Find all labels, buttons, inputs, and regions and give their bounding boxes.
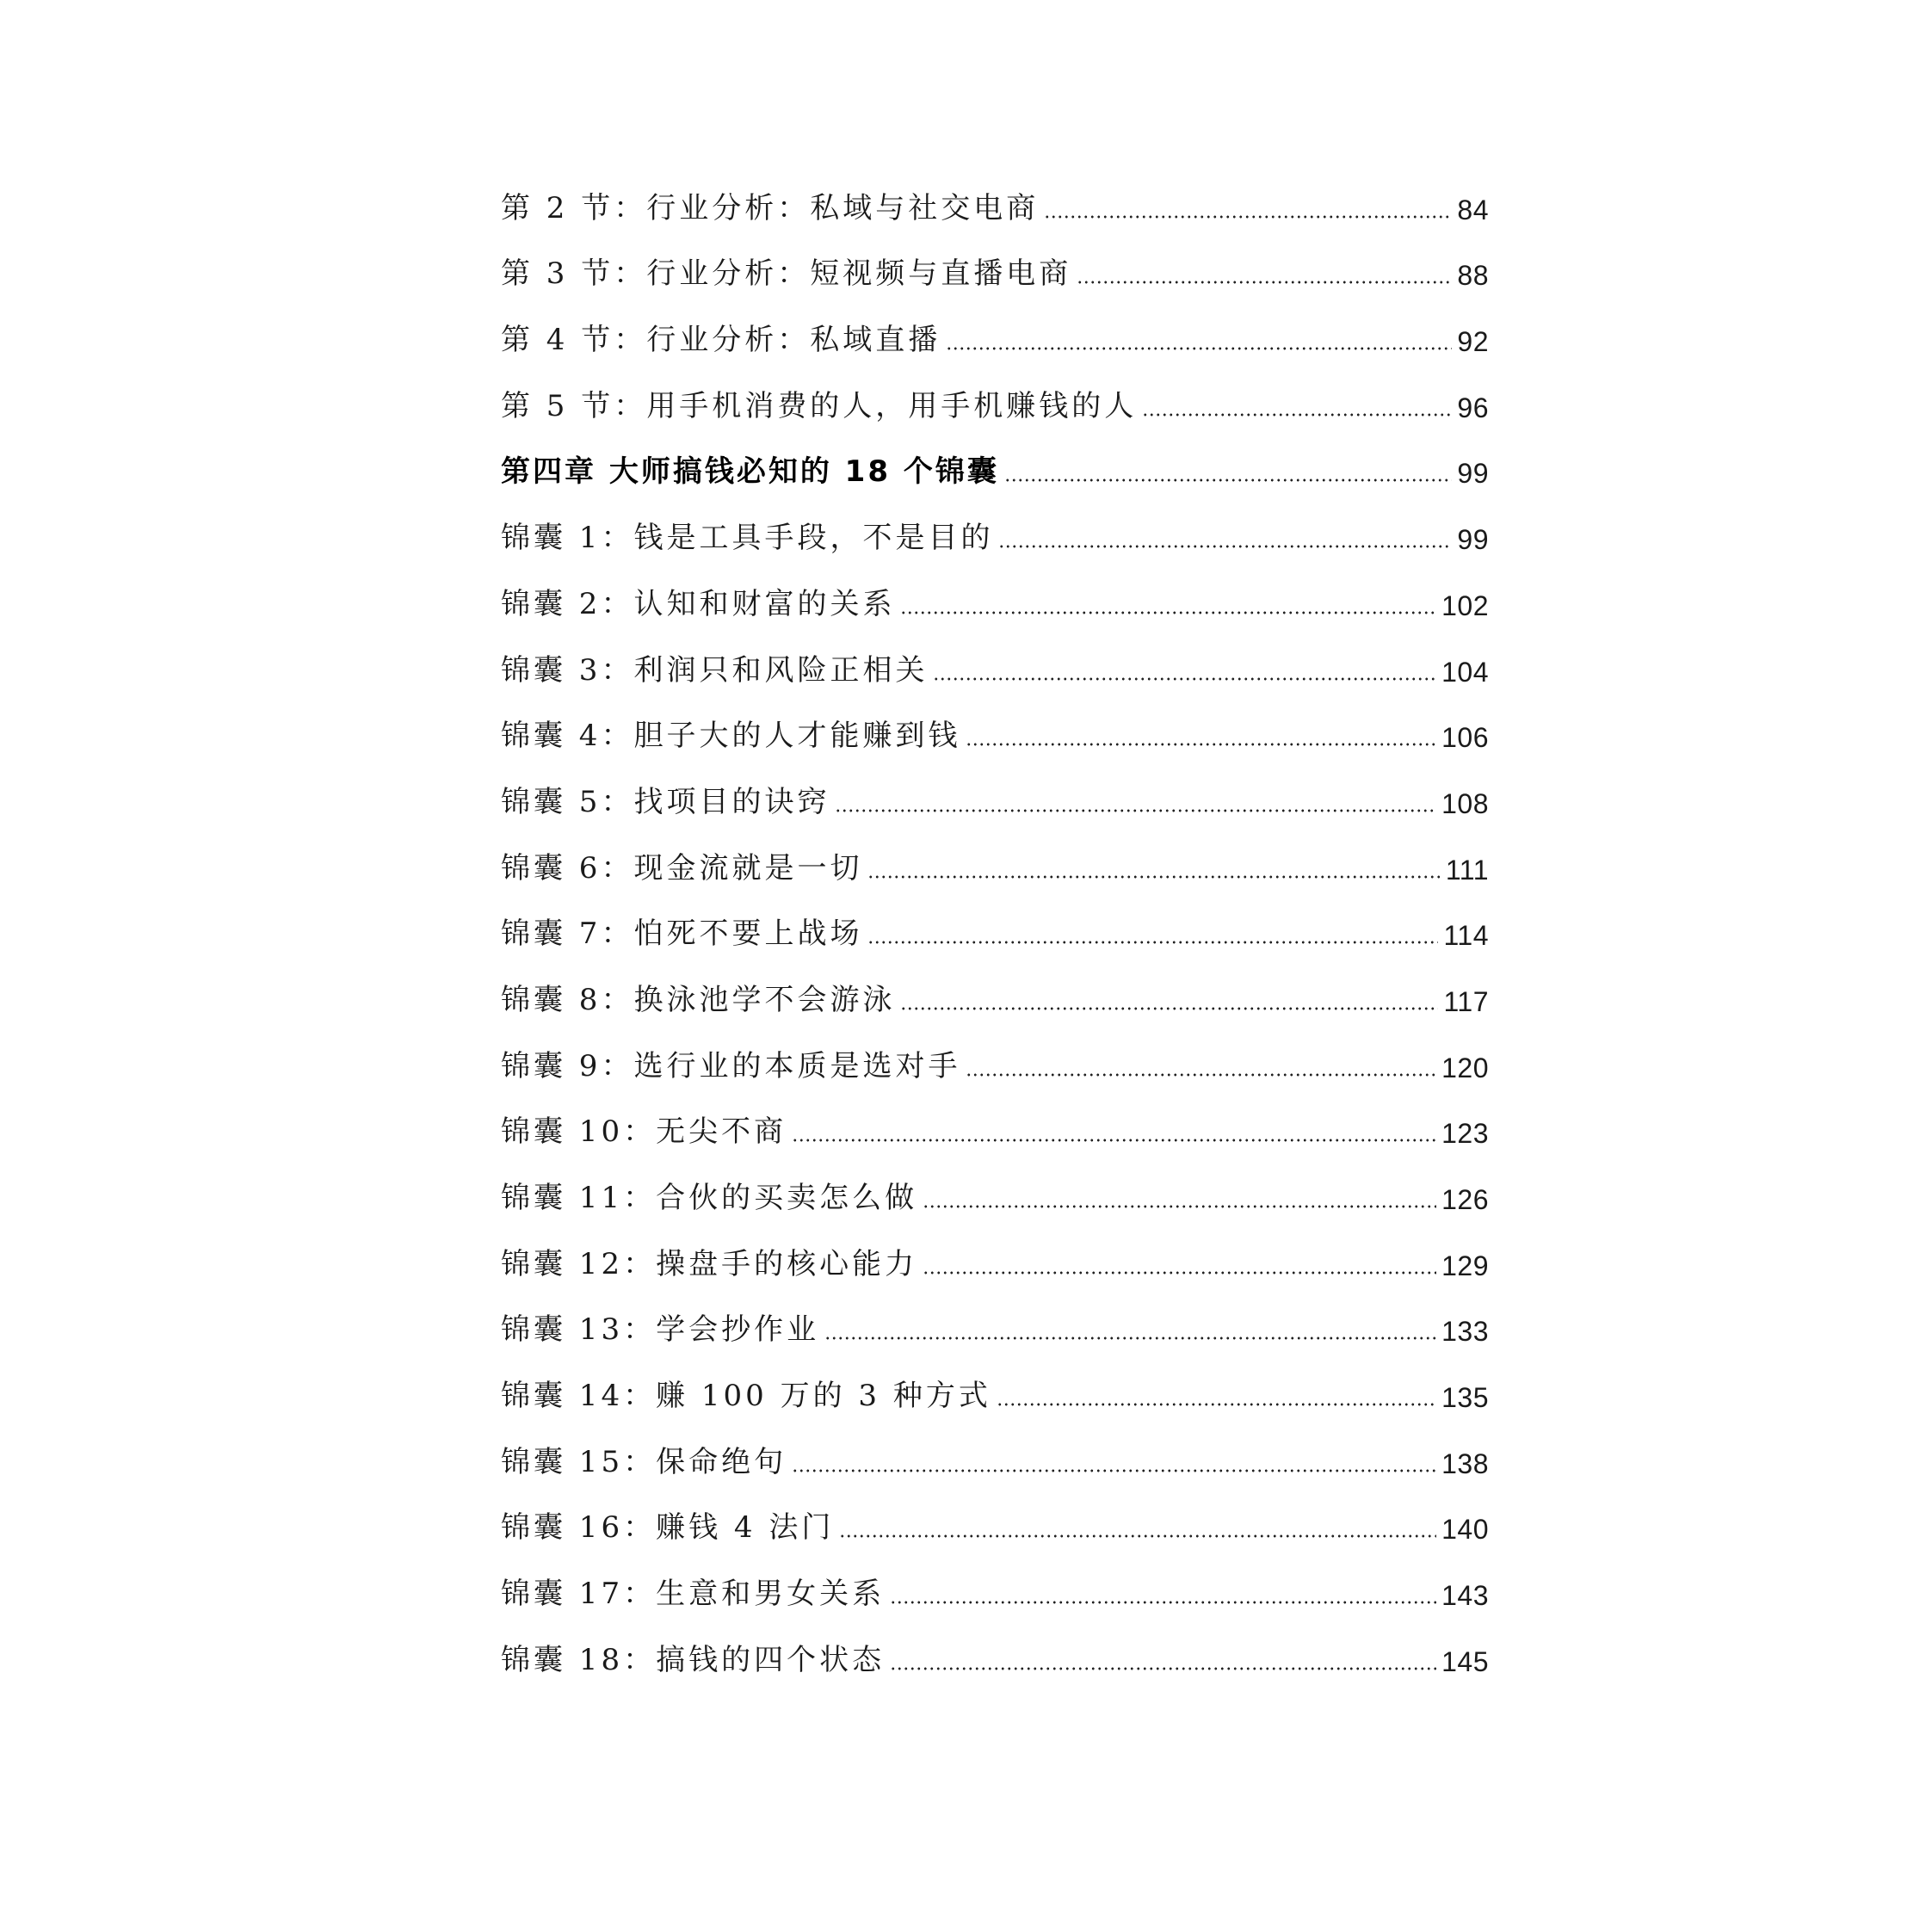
toc-entry-page: 84 (1457, 194, 1489, 225)
toc-entry-page: 133 (1441, 1316, 1489, 1348)
toc-entry-title: 锦囊 1：钱是工具手段，不是目的 (501, 521, 994, 556)
toc-dot-leader (946, 347, 1452, 350)
toc-entry-page: 88 (1457, 260, 1489, 292)
toc-entry[interactable] (501, 367, 1489, 433)
toc-dot-leader (923, 1205, 1436, 1208)
toc-dot-leader (998, 545, 1452, 548)
toc-entry-page: 135 (1441, 1382, 1489, 1414)
toc-dot-leader (890, 1667, 1436, 1670)
toc-entry-title: 锦囊 5：找项目的诀窍 (501, 784, 830, 819)
toc-dot-leader (997, 1403, 1436, 1406)
toc-entry-page: 96 (1457, 392, 1489, 423)
toc-entry-page: 129 (1441, 1250, 1489, 1281)
toc-dot-leader (1077, 281, 1452, 284)
toc-entry-title: 锦囊 10：无尖不商 (501, 1114, 787, 1150)
toc-entry[interactable] (501, 1356, 1489, 1423)
toc-dot-leader (1044, 215, 1452, 219)
toc-entry[interactable] (501, 829, 1489, 895)
toc-entry-page: 106 (1441, 722, 1489, 754)
toc-entry-title: 第 3 节：行业分析：短视频与直播电商 (501, 256, 1072, 292)
toc-dot-leader (835, 809, 1436, 812)
toc-entry[interactable] (501, 697, 1489, 763)
toc-entry-page: 123 (1441, 1118, 1489, 1150)
toc-entry-title: 锦囊 14：赚 100 万的 3 种方式 (501, 1379, 991, 1414)
toc-entry[interactable] (501, 1423, 1489, 1489)
toc-entry-page: 126 (1441, 1184, 1489, 1215)
toc-entry[interactable] (501, 300, 1489, 367)
toc-entry-title: 锦囊 7：怕死不要上战场 (501, 917, 863, 952)
toc-entry-page: 145 (1441, 1645, 1489, 1677)
toc-dot-leader (792, 1139, 1436, 1142)
toc-entry-title: 锦囊 15：保命绝句 (501, 1444, 787, 1479)
toc-entry[interactable] (501, 1554, 1489, 1620)
toc-dot-leader (923, 1271, 1436, 1275)
toc-entry-title: 第 5 节：用手机消费的人，用手机赚钱的人 (501, 388, 1138, 423)
toc-entry[interactable] (501, 960, 1489, 1027)
toc-entry[interactable] (501, 169, 1489, 235)
toc-entry-title: 锦囊 4：胆子大的人才能赚到钱 (501, 719, 961, 754)
toc-entry-title: 锦囊 12：操盘手的核心能力 (501, 1246, 918, 1281)
toc-entry-page: 102 (1441, 589, 1489, 621)
toc-entry-page: 120 (1441, 1052, 1489, 1083)
toc-entry-page: 99 (1457, 458, 1489, 490)
toc-chapter-heading[interactable] (501, 433, 1489, 499)
toc-entry-title: 锦囊 16：赚钱 4 法门 (501, 1510, 835, 1546)
toc-entry[interactable] (501, 1027, 1489, 1093)
toc-entry-title: 第 2 节：行业分析：私域与社交电商 (501, 190, 1040, 225)
toc-dot-leader (1004, 478, 1453, 482)
toc-entry-page: 104 (1441, 656, 1489, 688)
toc-dot-leader (867, 875, 1440, 879)
toc-entry-title: 锦囊 18：搞钱的四个状态 (501, 1642, 886, 1677)
toc-entry-page: 99 (1457, 524, 1489, 556)
toc-entry-title: 锦囊 8：换泳池学不会游泳 (501, 982, 896, 1017)
toc-entry[interactable] (501, 1158, 1489, 1225)
toc-dot-leader (890, 1601, 1436, 1604)
toc-entry-page: 138 (1441, 1447, 1489, 1479)
toc-entry-title: 锦囊 3：利润只和风险正相关 (501, 652, 929, 688)
toc-entry-title: 锦囊 6：现金流就是一切 (501, 850, 863, 886)
toc-dot-leader (900, 611, 1436, 614)
toc-entry[interactable] (501, 498, 1489, 565)
toc-entry[interactable] (501, 565, 1489, 631)
toc-dot-leader (867, 941, 1438, 944)
toc-entry[interactable] (501, 762, 1489, 829)
toc-entry[interactable] (501, 1225, 1489, 1291)
toc-dot-leader (824, 1336, 1436, 1340)
toc-dot-leader (966, 743, 1436, 746)
toc-entry[interactable] (501, 895, 1489, 961)
toc-dot-leader (839, 1534, 1436, 1538)
toc-entry-page: 92 (1457, 326, 1489, 358)
toc-dot-leader (900, 1007, 1438, 1010)
toc-entry-page: 143 (1441, 1580, 1489, 1612)
toc-entry[interactable] (501, 1489, 1489, 1555)
toc-dot-leader (933, 677, 1436, 681)
toc-entry[interactable] (501, 1093, 1489, 1159)
toc-entry-title: 第四章 大师搞钱必知的 18 个锦囊 (501, 454, 999, 490)
toc-entry-title: 锦囊 17：生意和男女关系 (501, 1577, 886, 1612)
toc-entry[interactable] (501, 631, 1489, 697)
toc-entry[interactable] (501, 1291, 1489, 1357)
table-of-contents (501, 169, 1489, 1687)
toc-entry-title: 锦囊 2：认知和财富的关系 (501, 586, 896, 621)
toc-entry-page: 117 (1443, 985, 1489, 1017)
toc-entry[interactable] (501, 1620, 1489, 1687)
toc-entry-page: 111 (1445, 854, 1489, 886)
toc-entry-page: 114 (1443, 920, 1489, 952)
toc-dot-leader (792, 1469, 1436, 1472)
toc-entry-page: 108 (1441, 787, 1489, 819)
toc-dot-leader (1142, 413, 1452, 417)
toc-dot-leader (966, 1073, 1436, 1077)
toc-entry-title: 第 4 节：行业分析：私域直播 (501, 323, 941, 358)
toc-entry[interactable] (501, 235, 1489, 301)
toc-entry-page: 140 (1441, 1514, 1489, 1546)
toc-entry-title: 锦囊 11：合伙的买卖怎么做 (501, 1181, 918, 1215)
toc-entry-title: 锦囊 9：选行业的本质是选对手 (501, 1048, 961, 1083)
toc-entry-title: 锦囊 13：学会抄作业 (501, 1312, 820, 1348)
